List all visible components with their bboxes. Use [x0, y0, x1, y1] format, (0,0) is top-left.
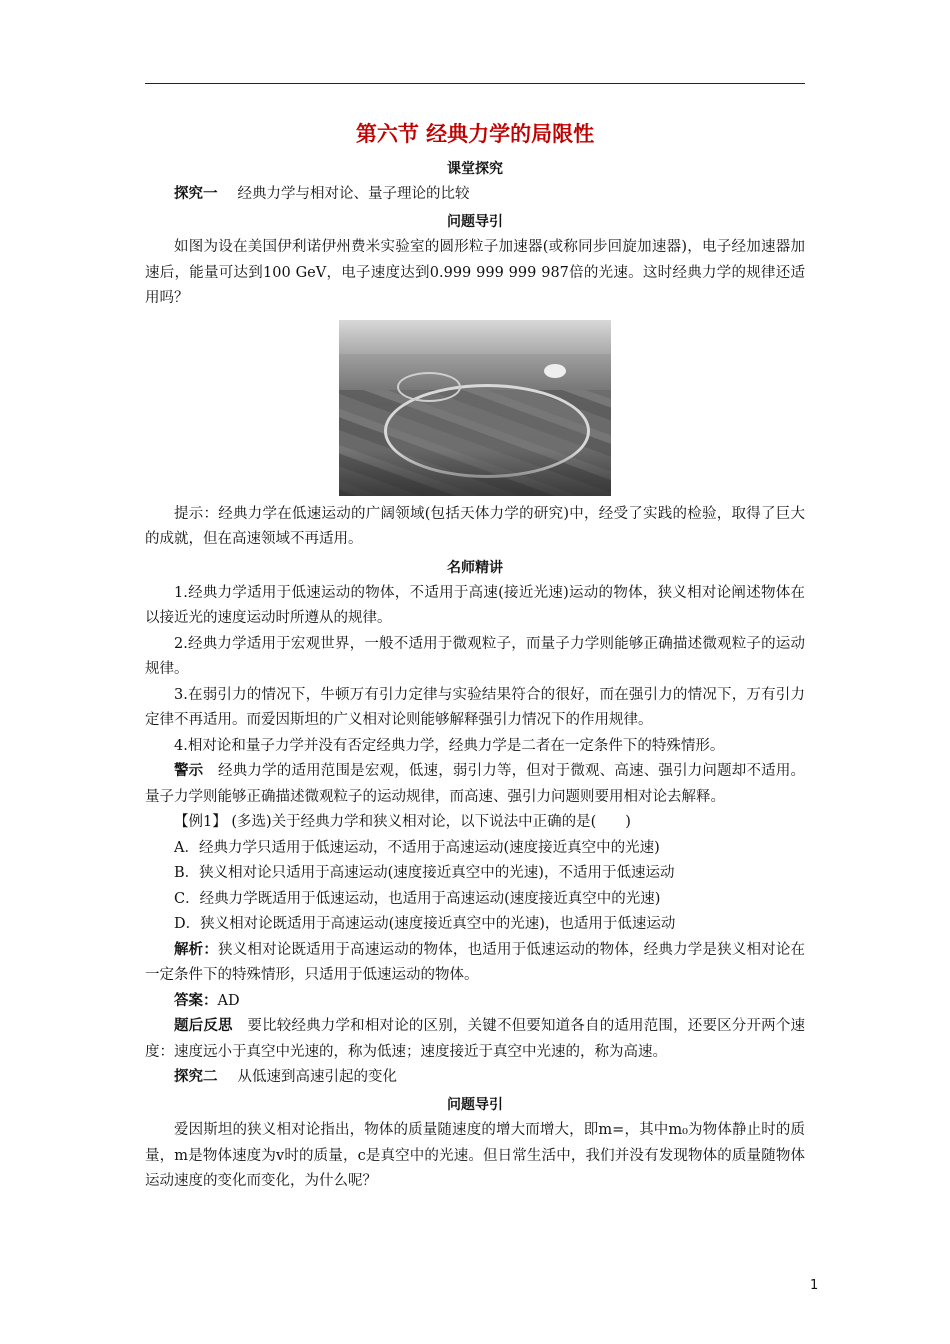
reflect: [145, 1014, 805, 1065]
option-b: B．狭义相对论只适用于高速运动(速度接近真空中的光速)，不适用于低速运动: [174, 865, 675, 881]
page-title: 第六节 经典力学的局限性: [355, 122, 595, 146]
answer-text: AD: [217, 992, 240, 1009]
answer: [145, 989, 805, 1015]
topic1: [145, 182, 805, 207]
reflect-text: 要比较经典力学和相对论的区别，关键不但要知道各自的适用范围，还要区分开两个速度：速度远小于真空中光速的，称为低速；速度接近于真空中光速的，称为高速。: [145, 1018, 806, 1060]
option-c: C．经典力学既适用于低速运动，也适用于高速运动(速度接近真空中的光速): [174, 890, 661, 907]
intro1: 如图为设在美国伊利诺伊州费米实验室的圆形粒子加速器(或称同步回旋加速器)，电子经加速器加速后，能量可达到100 GeV，电子速度达到0.999 999 999 987倍的光速。这时经典力学的规律还适用吗？: [145, 239, 805, 306]
option-a: A．经典力学只适用于低速运动，不适用于高速运动(速度接近真空中的光速): [174, 839, 660, 856]
lecture-heading: 名师精讲: [447, 559, 503, 576]
analysis: [145, 938, 805, 989]
content: [145, 118, 805, 1195]
topic1-text: 经典力学与相对论、量子理论的比较: [237, 186, 470, 202]
option-d: D．狭义相对论既适用于高速运动(速度接近真空中的光速)，也适用于低速运动: [174, 916, 676, 932]
warning-text: 经典力学的适用范围是宏观，低速，弱引力等，但对于微观、高速、强引力问题却不适用。量子力学则能够正确描述微观粒子的运动规律，而高速、强引力问题则要用相对论去解释。: [145, 763, 806, 805]
reflect-label: 题后反思: [174, 1018, 233, 1034]
warning-label: 警示: [174, 763, 204, 779]
warning: [145, 759, 805, 810]
header-rule: [145, 83, 805, 84]
point-3: 3.在弱引力的情况下，牛顿万有引力定律与实验结果符合的很好，而在强引力的情况下，万有引力定律不再适用。而爱因斯坦的广义相对论则能够解释强引力情况下的作用规律。: [145, 686, 805, 728]
guide1-heading: 问题导引: [447, 214, 503, 230]
example-stem: 【例1】 (多选)关于经典力学和狭义相对论，以下说法中正确的是( ): [174, 814, 631, 830]
point-2: 2.经典力学适用于宏观世界，一般不适用于微观粒子，而量子力学则能够正确描述微观粒子的运动规律。: [145, 635, 805, 677]
intro2: 爱因斯坦的狭义相对论指出，物体的质量随速度的增大而增大，即m=，其中m₀为物体静止时的质量，m是物体速度为v时的质量，c是真空中的光速。但日常生活中，我们并没有发现物体的质量随物体运动速度的变化而变化，为什么呢？: [145, 1122, 805, 1189]
guide2-heading: 问题导引: [447, 1097, 503, 1113]
page-number: 1: [810, 1278, 819, 1293]
topic2-label: 探究二: [174, 1069, 218, 1085]
analysis-text: 狭义相对论既适用于高速运动的物体，也适用于低速运动的物体，经典力学是狭义相对论在一定条件下的特殊情形，只适用于低速运动的物体。: [145, 941, 806, 983]
section-heading: 课堂探究: [447, 161, 503, 177]
point-1: 1.经典力学适用于低速运动的物体，不适用于高速(接近光速)运动的物体，狭义相对论阐述物体在以接近光的速度运动时所遵从的规律。: [145, 584, 805, 626]
analysis-label: 解析：: [174, 941, 219, 958]
answer-label: 答案：: [174, 992, 218, 1009]
topic2: [145, 1065, 805, 1090]
hint: 提示：经典力学在低速运动的广阔领域(包括天体力学的研究)中，经受了实践的检验，取得了巨大的成就，但在高速领域不再适用。: [145, 505, 805, 547]
accelerator-photo: [339, 320, 611, 496]
point-4: 4.相对论和量子力学并没有否定经典力学，经典力学是二者在一定条件下的特殊情形。: [174, 737, 725, 754]
topic1-label: 探究一: [174, 186, 218, 202]
topic2-text: 从低速到高速引起的变化: [237, 1069, 397, 1085]
